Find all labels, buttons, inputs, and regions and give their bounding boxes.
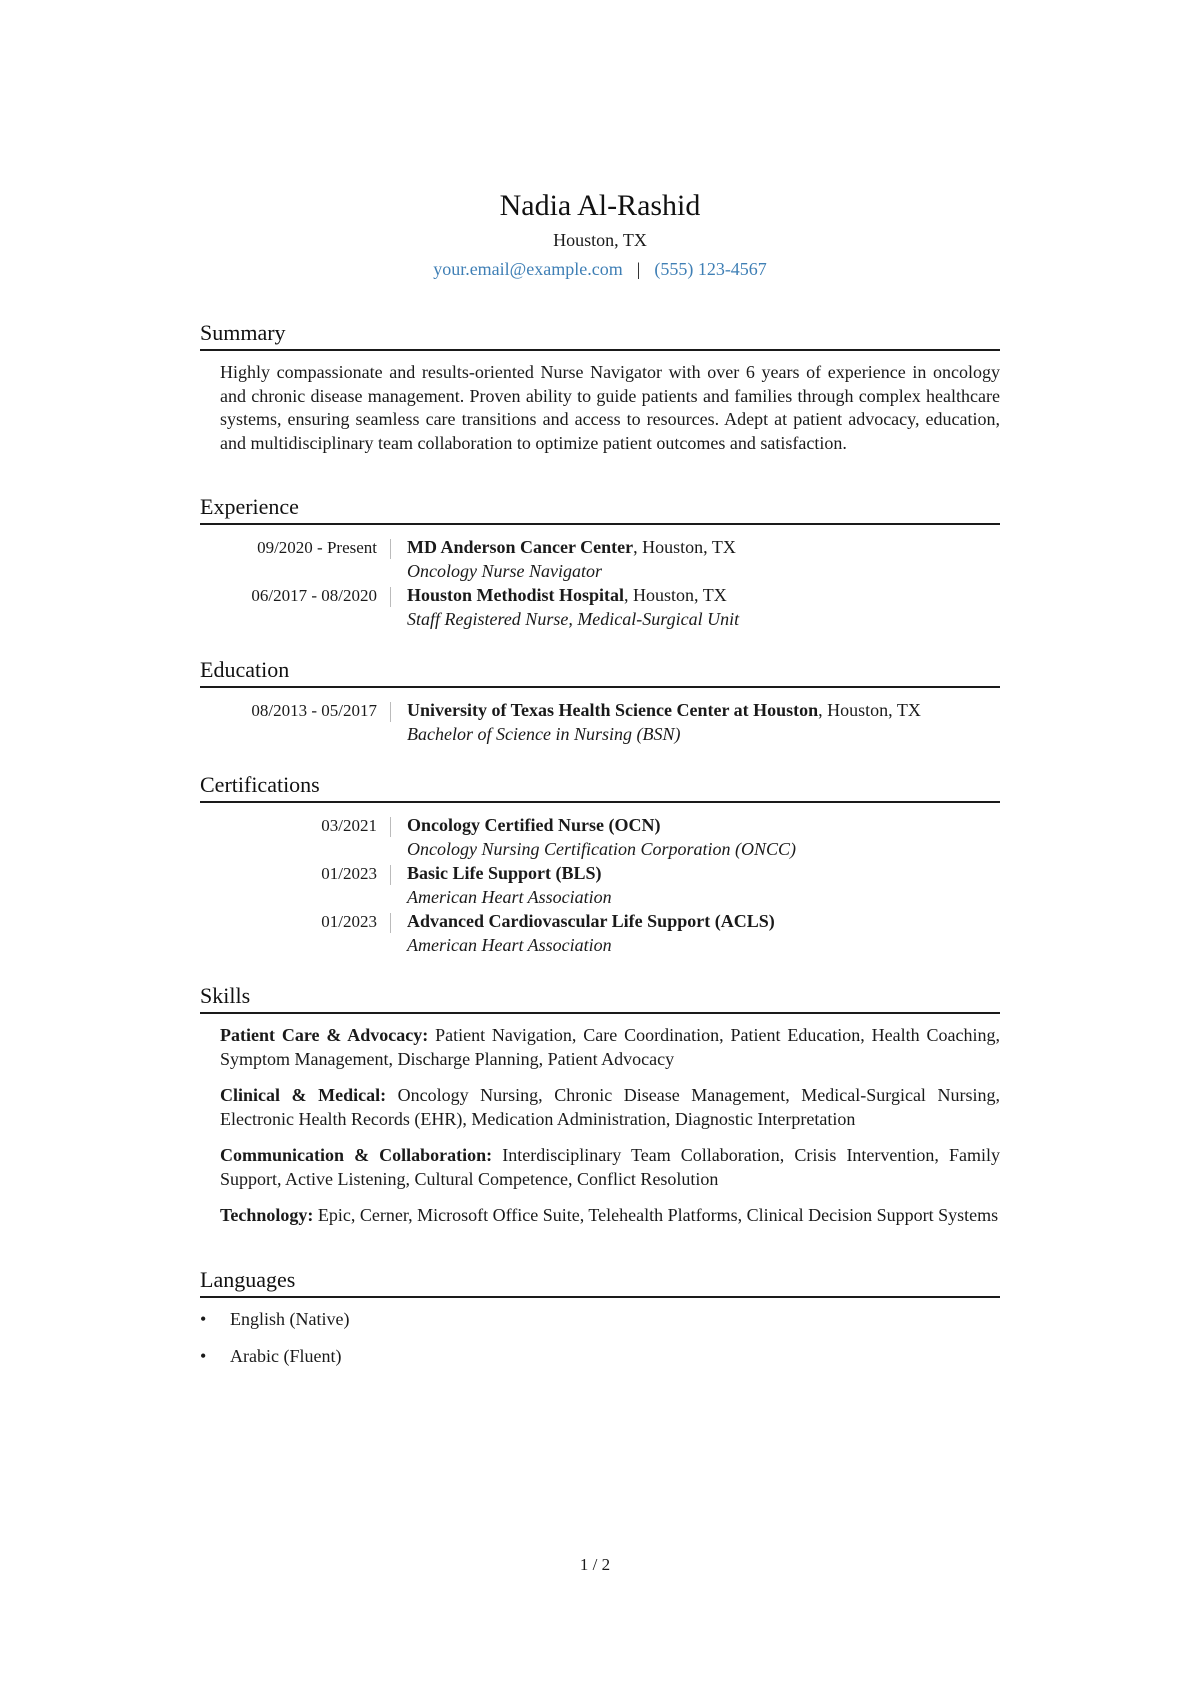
certification-issuer: American Heart Association [407,886,612,907]
languages-section [200,1266,1000,1369]
certification-entry [220,814,1000,861]
summary-heading: Summary [200,319,1000,351]
entry-organization: MD Anderson Cancer Center [407,537,634,557]
candidate-name: Nadia Al-Rashid [499,189,701,222]
entry-location: , Houston, TX [624,585,727,605]
education-list [200,699,1000,746]
experience-entry [220,536,1000,583]
resume-header [200,188,1000,281]
experience-section [200,493,1000,631]
entry-organization: University of Texas Health Science Center at Houston [407,700,819,720]
language-item: • Arabic (Fluent) [200,1345,1000,1369]
skill-values: Patient Navigation, Care Coordination, Patient Education, Health Coaching, Symptom Management, Discharge Planning, Patient Advocacy [220,1025,1000,1069]
skill-group [220,1084,1000,1131]
skill-values: Oncology Nursing, Chronic Disease Management, Medical-Surgical Nursing, Electronic Health Records (EHR), Medication Administration, Diagnostic Interpretation [220,1085,1000,1129]
summary-section [200,319,1000,455]
certification-issuer: Oncology Nursing Certification Corporation (ONCC) [407,838,797,859]
entry-location: , Houston, TX [633,537,736,557]
entry-date: 03/2021 [220,814,391,838]
certification-entry [220,862,1000,909]
entry-location: , Houston, TX [818,700,921,720]
skill-values: Interdisciplinary Team Collaboration, Crisis Intervention, Family Support, Active Listening, Cultural Competence, Conflict Resolution [220,1145,1000,1189]
summary-body [200,361,1000,455]
certifications-heading: Certifications [200,771,1000,803]
education-entry [220,699,1000,746]
experience-entry [220,584,1000,631]
skills-heading: Skills [200,982,1000,1014]
entry-content [391,536,1000,583]
skill-category: Communication & Collaboration: [220,1145,493,1165]
entry-content [391,910,1000,957]
entry-content [391,862,1000,909]
languages-heading: Languages [200,1266,1000,1298]
skill-category: Clinical & Medical: [220,1085,387,1105]
contact-separator: | [636,259,641,279]
entry-role: Oncology Nurse Navigator [407,560,602,581]
certifications-list [200,814,1000,957]
skill-group [220,1204,1000,1228]
entry-date: 01/2023 [220,910,391,934]
education-heading: Education [200,656,1000,688]
entry-date: 09/2020 - Present [220,536,391,560]
phone-link[interactable]: (555) 123-4567 [654,259,767,279]
certification-name: Basic Life Support (BLS) [407,863,602,883]
entry-date: 06/2017 - 08/2020 [220,584,391,608]
skill-group [220,1024,1000,1071]
experience-heading: Experience [200,493,1000,525]
page-number: 1 / 2 [579,1555,611,1574]
contact-line [200,257,1000,281]
entry-role: Staff Registered Nurse, Medical-Surgical Unit [407,608,740,629]
skill-category: Technology: [220,1205,314,1225]
education-section [200,656,1000,746]
certifications-section [200,771,1000,957]
entry-degree: Bachelor of Science in Nursing (BSN) [407,723,681,744]
languages-list [200,1308,1000,1369]
entry-content [391,699,1000,746]
candidate-location: Houston, TX [553,230,647,250]
email-link[interactable]: your.email@example.com [433,259,623,279]
entry-organization: Houston Methodist Hospital [407,585,625,605]
certification-name: Oncology Certified Nurse (OCN) [407,815,661,835]
experience-list [200,536,1000,631]
skills-list [200,1024,1000,1228]
entry-heading-line [407,536,1000,560]
skills-section [200,982,1000,1228]
skill-values: Epic, Cerner, Microsoft Office Suite, Telehealth Platforms, Clinical Decision Support Systems [313,1205,999,1225]
entry-content [391,814,1000,861]
certification-issuer: American Heart Association [407,934,612,955]
entry-heading-line [407,584,1000,608]
language-item: • English (Native) [200,1308,1000,1332]
certification-name: Advanced Cardiovascular Life Support (ACLS) [407,911,775,931]
entry-heading-line [407,699,1000,723]
skill-category: Patient Care & Advocacy: [220,1025,429,1045]
summary-text: Highly compassionate and results-oriented Nurse Navigator with over 6 years of experience in oncology and chronic disease management. Proven ability to guide patients and families through complex healthcare systems, ensuring seamless care transitions and access to resources. Adept at patient advocacy, education, and multidisciplinary team collaboration to optimize patient outcomes and satisfaction. [220,362,1000,453]
skill-group [220,1144,1000,1191]
certification-entry [220,910,1000,957]
resume-page [200,188,1000,1369]
entry-date: 08/2013 - 05/2017 [220,699,391,723]
entry-date: 01/2023 [220,862,391,886]
entry-content [391,584,1000,631]
